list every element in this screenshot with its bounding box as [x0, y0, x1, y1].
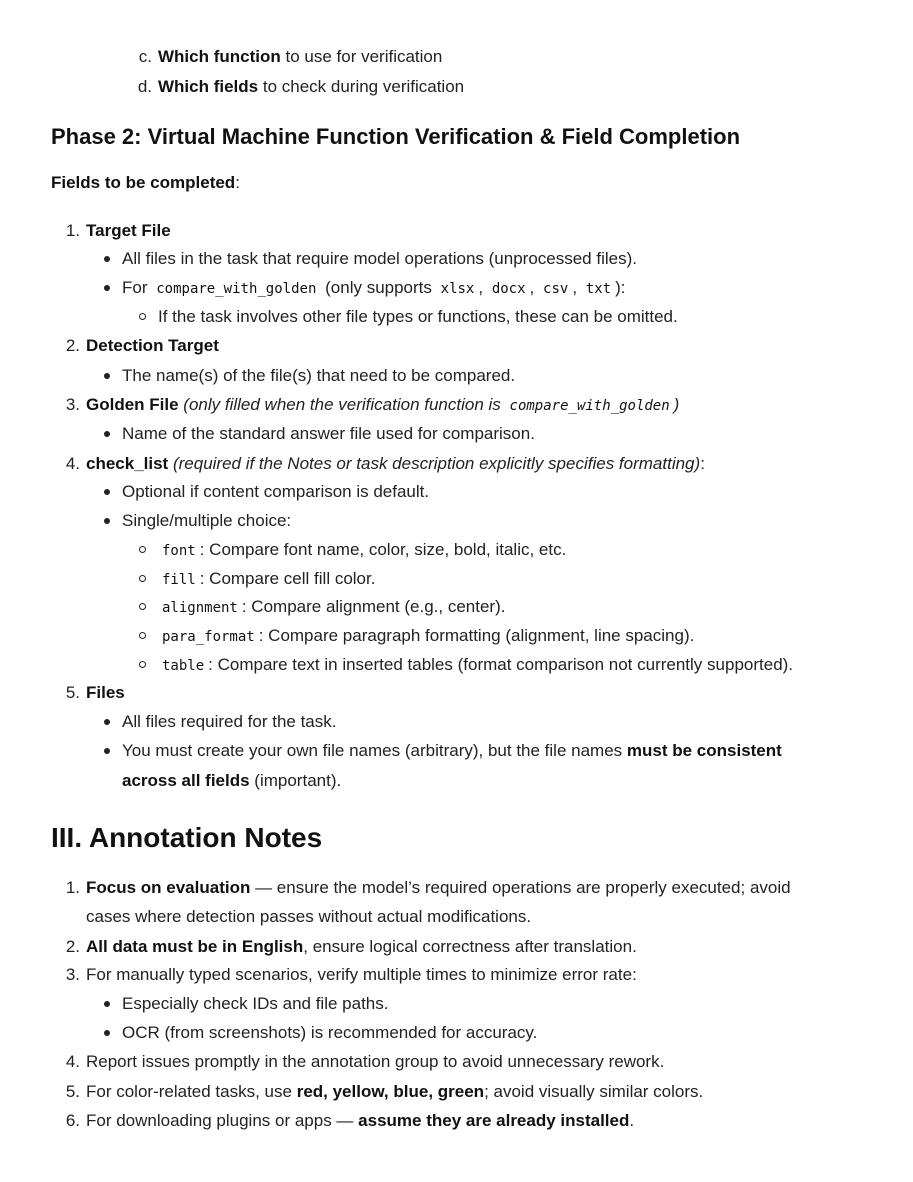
item-title: [86, 337, 219, 354]
sub-bullet-text: If the task involves other file types or functions, these can be omitted.: [158, 307, 678, 326]
list-item: [158, 48, 442, 65]
item-title: [86, 222, 171, 239]
note-text: For color-related tasks, use: [86, 1082, 297, 1101]
note-bold: All data must be in English: [86, 937, 304, 956]
note-text: .: [629, 1111, 635, 1130]
format-code: xlsx: [440, 281, 475, 297]
bullet-icon: [104, 748, 110, 754]
fields-colon: :: [235, 173, 240, 192]
bullet-icon: [104, 489, 110, 495]
sub-bullet-icon: [139, 313, 146, 320]
note-item: Report issues promptly in the annotation group to avoid unnecessary rework.: [86, 1052, 665, 1071]
item-title: [86, 684, 125, 701]
list-marker: 3.: [65, 965, 80, 984]
list-marker: 3.: [65, 395, 80, 414]
list-marker: d.: [137, 77, 152, 96]
option-code: table: [162, 658, 205, 674]
bullet-text: OCR (from screenshots) is recommended for accuracy.: [122, 1023, 538, 1042]
note-item: [86, 1083, 703, 1100]
bullet-icon: [104, 373, 110, 379]
close-text: ):: [615, 278, 626, 297]
note-text: ; avoid visually similar colors.: [484, 1082, 704, 1101]
section-heading: III. Annotation Notes: [51, 822, 323, 853]
note-item: [86, 1112, 634, 1129]
files-b2-bold: must be consistent: [626, 741, 782, 760]
list-marker: 4.: [65, 454, 80, 473]
note-close: ): [673, 395, 680, 414]
list-marker: 2.: [65, 937, 80, 956]
fields-label: [51, 174, 240, 191]
files-b2-post: (important).: [249, 771, 342, 790]
supports-text: (only supports: [325, 278, 432, 297]
bullet-icon: [104, 285, 110, 291]
separator: ,: [572, 278, 578, 297]
item-bold: Which fields: [158, 77, 259, 96]
bullet-icon: [104, 719, 110, 725]
bullet-icon: [104, 1001, 110, 1007]
option-code: para_format: [162, 629, 255, 645]
separator: ,: [529, 278, 535, 297]
for-text: For: [122, 278, 148, 297]
note-bold: assume they are already installed: [358, 1111, 630, 1130]
item-title: [86, 455, 705, 472]
bullet-text: Name of the standard answer file used for comparison.: [122, 424, 535, 443]
list-marker: 1.: [65, 221, 80, 240]
option-item: [158, 656, 793, 673]
option-code: fill: [162, 572, 196, 588]
option-item: [158, 541, 566, 558]
sub-bullet-icon: [139, 661, 146, 668]
list-marker: 2.: [65, 336, 80, 355]
bullet-icon: [104, 431, 110, 437]
item-bold: Which function: [158, 47, 281, 66]
bullet-text: [122, 742, 782, 759]
detection-target-title: Detection Target: [86, 336, 219, 355]
bullet-icon: [104, 1030, 110, 1036]
option-desc: : Compare paragraph formatting (alignment, line spacing).: [258, 626, 695, 645]
note-bold: Focus on evaluation: [86, 878, 251, 897]
note-item-cont: cases where detection passes without actual modifications.: [86, 907, 532, 926]
check-list-note: (required if the Notes or task description explicitly specifies formatting): [168, 454, 701, 473]
function-code: compare_with_golden: [156, 281, 317, 297]
bullet-text: Single/multiple choice:: [122, 511, 292, 530]
files-b2-pre: You must create your own file names (arbitrary), but the file names: [122, 741, 627, 760]
option-item: [158, 598, 505, 615]
sub-bullet-icon: [139, 632, 146, 639]
bullet-text: Especially check IDs and file paths.: [122, 994, 389, 1013]
phase2-heading: Phase 2: Virtual Machine Function Verification & Field Completion: [51, 124, 741, 149]
list-marker: c.: [138, 47, 152, 66]
list-item: [158, 78, 464, 95]
format-code: txt: [585, 281, 612, 297]
fields-label-text: Fields to be completed: [51, 173, 236, 192]
option-desc: : Compare alignment (e.g., center).: [241, 597, 506, 616]
item-text: to check during verification: [258, 77, 465, 96]
colon: :: [700, 454, 705, 473]
golden-file-note: (only filled when the verification function is: [178, 395, 506, 414]
list-marker: 1.: [65, 878, 80, 897]
option-desc: : Compare cell fill color.: [199, 569, 376, 588]
bullet-text: The name(s) of the file(s) that need to be compared.: [122, 366, 516, 385]
option-code: font: [162, 543, 196, 559]
option-item: [158, 627, 694, 644]
note-text: — ensure the model’s required operations are properly executed; avoid: [250, 878, 791, 897]
bullet-icon: [104, 518, 110, 524]
check-list-title: check_list: [86, 454, 169, 473]
sub-bullet-icon: [139, 575, 146, 582]
item-text: to use for verification: [280, 47, 443, 66]
bullet-text: [122, 279, 625, 296]
list-marker: 6.: [65, 1111, 80, 1130]
bullet-text: All files in the task that require model operations (unprocessed files).: [122, 249, 637, 268]
list-marker: 4.: [65, 1052, 80, 1071]
option-desc: : Compare font name, color, size, bold, italic, etc.: [199, 540, 567, 559]
list-marker: 5.: [65, 683, 80, 702]
target-file-title: Target File: [86, 221, 171, 240]
files-b2-bold2: across all fields: [122, 771, 250, 790]
files-title: Files: [86, 683, 125, 702]
golden-file-title: Golden File: [86, 395, 179, 414]
list-marker: 5.: [65, 1082, 80, 1101]
note-item: [86, 938, 637, 955]
note-text: , ensure logical correctness after translation.: [303, 937, 637, 956]
bullet-text-cont: [122, 772, 341, 789]
separator: ,: [478, 278, 484, 297]
note-text: For downloading plugins or apps —: [86, 1111, 359, 1130]
option-code: alignment: [162, 600, 238, 616]
sub-bullet-icon: [139, 603, 146, 610]
bullet-icon: [104, 256, 110, 262]
function-code: compare_with_golden: [509, 398, 670, 414]
format-code: docx: [491, 281, 526, 297]
note-item: [86, 879, 791, 896]
bullet-text: All files required for the task.: [122, 712, 337, 731]
option-item: [158, 570, 375, 587]
item-title: [86, 396, 679, 413]
format-code: csv: [543, 281, 569, 297]
note-bold: red, yellow, blue, green: [296, 1082, 485, 1101]
option-desc: : Compare text in inserted tables (format comparison not currently supported).: [208, 655, 794, 674]
sub-bullet-icon: [139, 546, 146, 553]
note-item: For manually typed scenarios, verify multiple times to minimize error rate:: [86, 965, 637, 984]
bullet-text: Optional if content comparison is default.: [122, 482, 430, 501]
